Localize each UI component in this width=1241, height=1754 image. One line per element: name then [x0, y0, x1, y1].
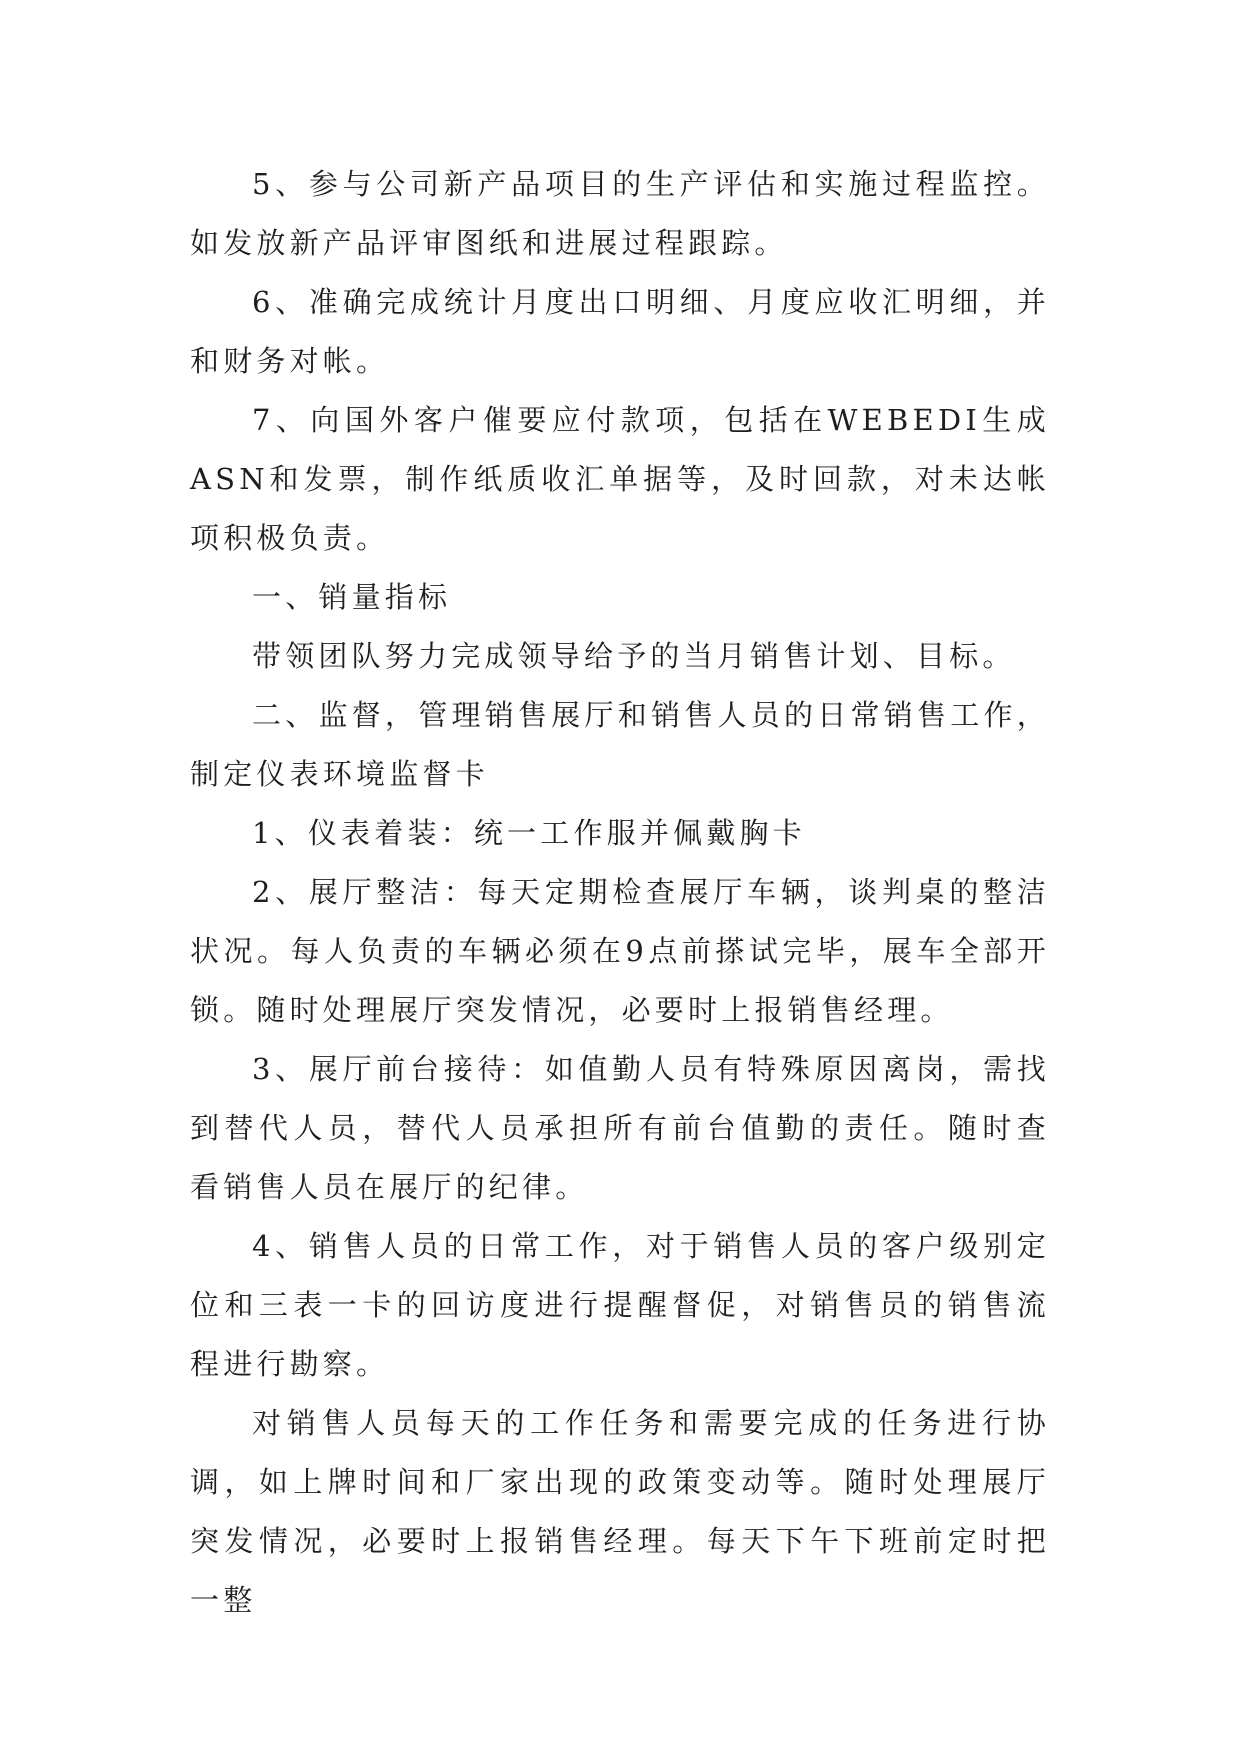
- paragraph-daily-work: 4、销售人员的日常工作，对于销售人员的客户级别定位和三表一卡的回访度进行提醒督促，对销售员的销售流程进行勘察。: [190, 1229, 1050, 1381]
- section-heading-sales-target: 一、销量指标: [252, 580, 452, 614]
- document-body: [190, 155, 1050, 1630]
- section-heading-supervision: 二、监督，管理销售展厅和销售人员的日常销售工作，制定仪表环境监督卡: [190, 698, 1050, 791]
- paragraph-item-6: 6、准确完成统计月度出口明细、月度应收汇明细，并和财务对帐。: [190, 285, 1050, 378]
- paragraph-showroom-cleanliness: 2、展厅整洁：每天定期检查展厅车辆，谈判桌的整洁状况。每人负责的车辆必须在9点前搽试完毕，展车全部开锁。随时处理展厅突发情况，必要时上报销售经理。: [190, 875, 1050, 1027]
- paragraph-sales-target: 带领团队努力完成领导给予的当月销售计划、目标。: [252, 639, 1016, 673]
- paragraph-coordination: 对销售人员每天的工作任务和需要完成的任务进行协调，如上牌时间和厂家出现的政策变动等。随时处理展厅突发情况，必要时上报销售经理。每天下午下班前定时把一整: [190, 1406, 1050, 1617]
- paragraph-item-5: 5、参与公司新产品项目的生产评估和实施过程监控。如发放新产品评审图纸和进展过程跟踪。: [190, 167, 1050, 260]
- paragraph-front-desk: 3、展厅前台接待：如值勤人员有特殊原因离岗，需找到替代人员，替代人员承担所有前台值勤的责任。随时查看销售人员在展厅的纪律。: [190, 1052, 1050, 1204]
- paragraph-dress-code: 1、仪表着装：统一工作服并佩戴胸卡: [252, 816, 806, 850]
- paragraph-item-7: 7、向国外客户催要应付款项，包括在WEBEDI生成ASN和发票，制作纸质收汇单据等，及时回款，对未达帐项积极负责。: [190, 403, 1050, 555]
